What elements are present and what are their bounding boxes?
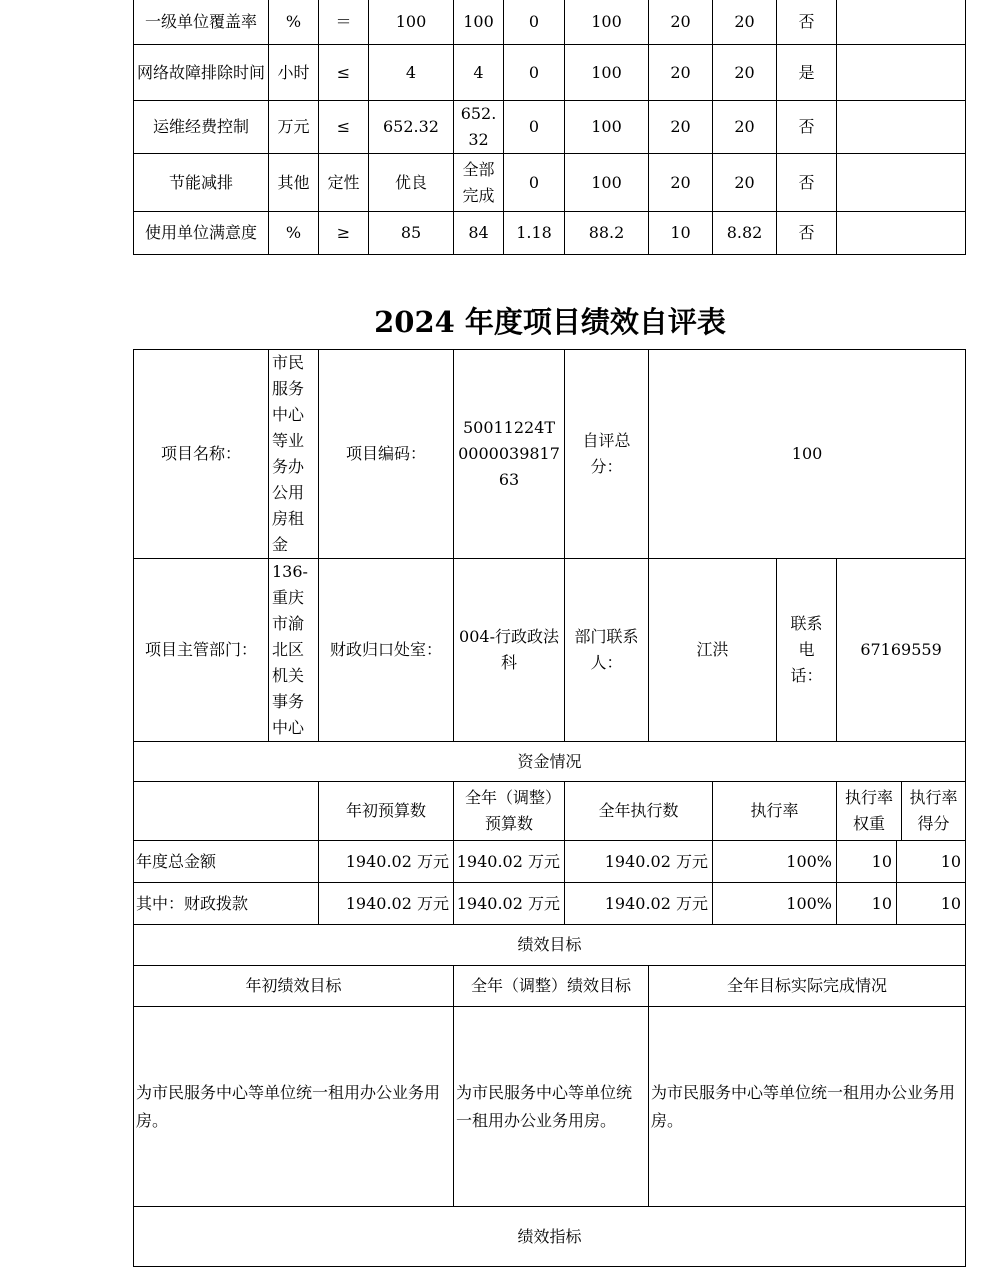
funds-row-weight-score bbox=[837, 841, 966, 883]
goals-header-adjusted: 全年（调整）绩效目标 bbox=[454, 966, 649, 1007]
funds-header-rate: 执行率 bbox=[713, 782, 837, 841]
funds-row-weight-score bbox=[837, 883, 966, 925]
indicator-cell-actual: 4 bbox=[454, 45, 504, 101]
indicator-row bbox=[134, 0, 966, 45]
indicator-cell-name: 一级单位覆盖率 bbox=[134, 0, 269, 45]
indicator-cell-score: 20 bbox=[713, 154, 777, 212]
funds-header-executed: 全年执行数 bbox=[565, 782, 713, 841]
indicator-cell-op: ≥ bbox=[319, 212, 369, 255]
indicator-cell-score: 20 bbox=[713, 0, 777, 45]
indicator-cell-actual: 100 bbox=[454, 0, 504, 45]
score-label: 自评总分： bbox=[565, 350, 649, 559]
indicator-cell-actual: 652.32 bbox=[454, 101, 504, 154]
indicator-cell-op: ≤ bbox=[319, 45, 369, 101]
indicator-cell-op: 定性 bbox=[319, 154, 369, 212]
indicator-cell-note bbox=[837, 101, 966, 154]
indicator-row bbox=[134, 154, 966, 212]
indicator-cell-unit: 万元 bbox=[269, 101, 319, 154]
indicators-section-header: 绩效指标 bbox=[134, 1207, 966, 1267]
indicator-row bbox=[134, 212, 966, 255]
indicator-cell-target: 85 bbox=[369, 212, 454, 255]
indicator-table-continued bbox=[133, 0, 966, 255]
contact-label: 部门联系人： bbox=[565, 559, 649, 742]
indicator-cell-flag: 否 bbox=[777, 212, 837, 255]
indicator-cell-rate: 100 bbox=[565, 101, 649, 154]
indicator-row bbox=[134, 101, 966, 154]
phone-label: 联系电话： bbox=[777, 559, 837, 742]
funds-section-header: 资金情况 bbox=[134, 742, 966, 782]
indicator-cell-target: 优良 bbox=[369, 154, 454, 212]
self-evaluation-table bbox=[133, 349, 966, 1267]
indicator-cell-actual: 84 bbox=[454, 212, 504, 255]
indicator-cell-note bbox=[837, 154, 966, 212]
indicator-cell-name: 运维经费控制 bbox=[134, 101, 269, 154]
funds-row-adjusted: 1940.02 万元 bbox=[454, 841, 565, 883]
indicator-cell-flag: 否 bbox=[777, 154, 837, 212]
indicator-cell-dev: 0 bbox=[504, 0, 565, 45]
goal-adjusted-text: 为市民服务中心等单位统一租用办公业务用房。 bbox=[454, 1007, 649, 1207]
dept-value: 136-重庆市渝北区机关事务中心 bbox=[269, 559, 319, 742]
indicator-cell-op: ≤ bbox=[319, 101, 369, 154]
dept-label: 项目主管部门： bbox=[134, 559, 269, 742]
indicator-cell-dev: 1.18 bbox=[504, 212, 565, 255]
indicator-cell-name: 网络故障排除时间 bbox=[134, 45, 269, 101]
funds-row-rate: 100% bbox=[713, 883, 837, 925]
funds-header-blank bbox=[134, 782, 319, 841]
indicator-cell-name: 使用单位满意度 bbox=[134, 212, 269, 255]
indicator-cell-score: 8.82 bbox=[713, 212, 777, 255]
indicator-cell-note bbox=[837, 212, 966, 255]
indicator-cell-actual: 全部完成 bbox=[454, 154, 504, 212]
indicator-cell-flag: 否 bbox=[777, 0, 837, 45]
funds-row-score: 10 bbox=[940, 893, 962, 913]
funds-row-initial: 1940.02 万元 bbox=[319, 841, 454, 883]
indicator-cell-unit: 其他 bbox=[269, 154, 319, 212]
project-code-value: 50011224T000003981763 bbox=[454, 350, 565, 559]
funds-row-fiscal bbox=[134, 883, 966, 925]
funds-header-score: 执行率得分 bbox=[909, 788, 958, 833]
indicator-cell-weight: 10 bbox=[649, 212, 713, 255]
indicator-cell-weight: 20 bbox=[649, 101, 713, 154]
indicator-cell-unit: % bbox=[269, 0, 319, 45]
indicator-cell-flag: 否 bbox=[777, 101, 837, 154]
funds-row-score: 10 bbox=[940, 851, 962, 871]
indicator-cell-name: 节能减排 bbox=[134, 154, 269, 212]
project-code-label: 项目编码： bbox=[319, 350, 454, 559]
finance-value: 004-行政政法科 bbox=[454, 559, 565, 742]
phone-value: 67169559 bbox=[837, 559, 966, 742]
indicator-cell-target: 4 bbox=[369, 45, 454, 101]
funds-row-initial: 1940.02 万元 bbox=[319, 883, 454, 925]
indicator-cell-dev: 0 bbox=[504, 101, 565, 154]
goal-initial-text: 为市民服务中心等单位统一租用办公业务用房。 bbox=[134, 1007, 454, 1207]
funds-header-weight: 执行率权重 bbox=[837, 782, 902, 840]
indicator-cell-score: 20 bbox=[713, 45, 777, 101]
funds-row-label: 其中：财政拨款 bbox=[134, 883, 319, 925]
funds-header-adjusted: 全年（调整）预算数 bbox=[454, 782, 565, 841]
indicator-cell-target: 100 bbox=[369, 0, 454, 45]
indicator-cell-rate: 100 bbox=[565, 0, 649, 45]
indicator-cell-rate: 100 bbox=[565, 45, 649, 101]
indicator-cell-dev: 0 bbox=[504, 154, 565, 212]
indicator-row bbox=[134, 45, 966, 101]
funds-row-total bbox=[134, 841, 966, 883]
indicator-cell-rate: 88.2 bbox=[565, 212, 649, 255]
funds-row-executed: 1940.02 万元 bbox=[565, 841, 713, 883]
funds-row-executed: 1940.02 万元 bbox=[565, 883, 713, 925]
project-name-label: 项目名称： bbox=[134, 350, 269, 559]
indicator-cell-weight: 20 bbox=[649, 154, 713, 212]
indicator-cell-dev: 0 bbox=[504, 45, 565, 101]
indicator-cell-note bbox=[837, 0, 966, 45]
finance-label: 财政归口处室： bbox=[319, 559, 454, 742]
indicator-cell-target: 652.32 bbox=[369, 101, 454, 154]
indicator-cell-note bbox=[837, 45, 966, 101]
indicator-cell-unit: 小时 bbox=[269, 45, 319, 101]
contact-value: 江洪 bbox=[649, 559, 777, 742]
goals-header-actual: 全年目标实际完成情况 bbox=[649, 966, 966, 1007]
funds-row-adjusted: 1940.02 万元 bbox=[454, 883, 565, 925]
funds-row-rate: 100% bbox=[713, 841, 837, 883]
goals-section-header: 绩效目标 bbox=[134, 925, 966, 966]
funds-row-label: 年度总金额 bbox=[134, 841, 319, 883]
goal-actual-text: 为市民服务中心等单位统一租用办公业务用房。 bbox=[649, 1007, 966, 1207]
indicator-cell-weight: 20 bbox=[649, 45, 713, 101]
indicator-cell-score: 20 bbox=[713, 101, 777, 154]
funds-row-weight: 10 bbox=[837, 883, 897, 924]
funds-row-weight: 10 bbox=[837, 841, 897, 882]
indicator-cell-unit: % bbox=[269, 212, 319, 255]
score-value: 100 bbox=[649, 350, 966, 559]
indicator-cell-weight: 20 bbox=[649, 0, 713, 45]
indicator-cell-op: ＝ bbox=[319, 0, 369, 45]
indicator-cell-flag: 是 bbox=[777, 45, 837, 101]
page-title: 2024 年度项目绩效自评表 bbox=[374, 305, 726, 339]
funds-header-weight-score bbox=[837, 782, 966, 841]
funds-header-initial: 年初预算数 bbox=[319, 782, 454, 841]
indicator-cell-rate: 100 bbox=[565, 154, 649, 212]
goals-header-initial: 年初绩效目标 bbox=[134, 966, 454, 1007]
project-name-value: 市民服务中心等业务办公用房租金 bbox=[269, 350, 319, 559]
